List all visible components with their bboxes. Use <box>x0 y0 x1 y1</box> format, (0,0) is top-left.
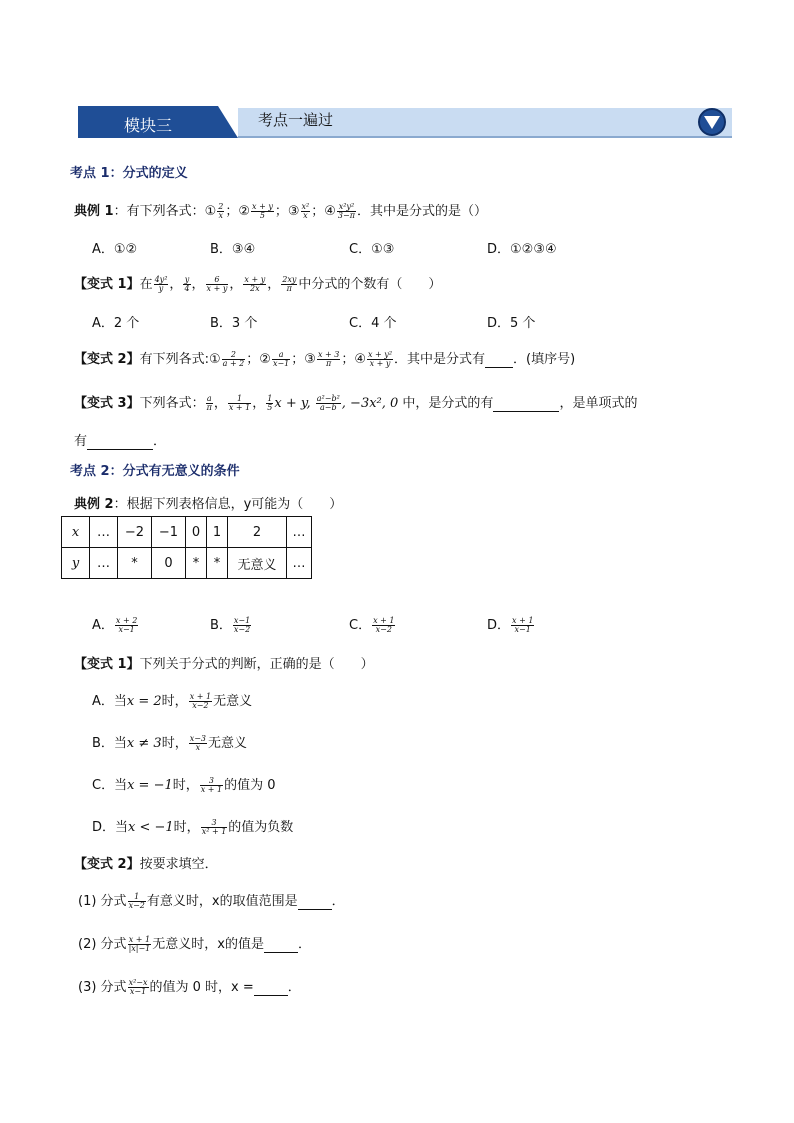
variant-label: 【变式 1】 <box>74 277 140 292</box>
fraction: $\frac{\text{x²y²}}{3-\pi}$ <box>337 201 355 220</box>
expression: x + y, <box>274 396 311 411</box>
fraction: $\frac{a}{x-1}$ <box>272 349 290 368</box>
variant-text: ，是单项式的 <box>559 396 638 411</box>
option-b[interactable]: B．3 个 <box>210 316 258 331</box>
option-c[interactable]: C．当x = −1时， $\frac{3}{x + 1}$ 的值为 0 <box>92 775 276 794</box>
question-2: (2) 分式 $\frac{x + 1}{|x|-1}$ 无意义时，x的值是 ． <box>78 934 311 953</box>
fraction: $\frac{y}{4}$ <box>184 274 190 293</box>
table-cell: 1 <box>207 517 228 548</box>
item-number: ④ <box>354 352 366 367</box>
fraction: $\frac{x-3}{x}$ <box>189 733 207 752</box>
variant-text: 中，是分式的有 <box>398 396 494 411</box>
fraction: $\frac{\text{4y²}}{y}$ <box>154 274 168 293</box>
variant-end: ．(填序号) <box>513 352 576 367</box>
fraction: $\frac{x + 1}{x-2}$ <box>373 615 395 634</box>
fraction: $\frac{6}{x + y}$ <box>206 274 228 293</box>
table-cell: 0 <box>186 517 207 548</box>
option-c[interactable]: C． $\frac{x + 1}{x-2}$ <box>349 615 395 634</box>
option-b[interactable]: B． $\frac{x-1}{x-2}$ <box>210 615 251 634</box>
option-c[interactable]: C．①③ <box>349 242 395 257</box>
item-number: ④ <box>324 204 336 219</box>
fraction: $\frac{x + 1}{x-1}$ <box>512 615 534 634</box>
fraction: $\frac{1}{x + 1}$ <box>228 393 251 412</box>
module-label: 模块三 <box>124 116 173 135</box>
option-d[interactable]: D． $\frac{x + 1}{x-1}$ <box>487 615 534 634</box>
section-heading-1: 考点 1：分式的定义 <box>70 166 188 181</box>
table-cell: * <box>186 548 207 579</box>
fraction: $\frac{\text{a²−b²}}{a-b}$ <box>316 393 340 412</box>
table-cell: −1 <box>152 517 186 548</box>
variant-text: 下列各式： <box>139 396 205 411</box>
fraction: $\frac{1}{5}$ <box>267 393 273 412</box>
fraction: $\frac{x + 3}{\pi}$ <box>317 349 340 368</box>
question-3: (3) 分式 $\frac{\text{x²−x}}{x-1}$ 的值为 0 时，x = ． <box>78 977 301 996</box>
fraction: $\frac{3}{x + 1}$ <box>200 775 223 794</box>
table-cell: * <box>118 548 152 579</box>
answer-blank[interactable] <box>493 396 559 412</box>
variant-2 <box>74 853 218 872</box>
item-number: ② <box>259 352 271 367</box>
variant-label: 【变式 3】 <box>74 396 140 411</box>
option-d[interactable]: D．5 个 <box>487 316 536 331</box>
variant-1 <box>74 653 374 672</box>
variant-text: 有 <box>74 434 88 449</box>
fraction: $\frac{x + 1}{x-2}$ <box>189 691 212 710</box>
table-cell: 0 <box>152 548 186 579</box>
variant-suffix: ．其中是分式有 <box>394 352 486 367</box>
option-b[interactable]: B．当x ≠ 3时， $\frac{x-3}{x}$ 无意义 <box>92 733 248 752</box>
table-cell: … <box>90 517 118 548</box>
variant-label: 【变式 1】 <box>74 657 140 672</box>
fraction: $\frac{x + y}{5}$ <box>252 201 273 220</box>
example-text: ：根据下列表格信息，y可能为（ ） <box>113 497 343 512</box>
option-a[interactable]: A． $\frac{x + 2}{x-1}$ <box>92 615 138 634</box>
banner-title: 考点一遍过 <box>258 111 334 129</box>
item-number: ① <box>204 204 217 219</box>
question-1: (1) 分式 $\frac{1}{x-2}$ 有意义时，x的取值范围是 ． <box>78 891 345 910</box>
variant-suffix: 中分式的个数有（ ） <box>298 277 442 292</box>
item-number: ③ <box>287 204 300 219</box>
fraction: $\frac{a}{\pi}$ <box>206 393 212 412</box>
expression: , −3x², 0 <box>341 396 399 411</box>
fraction: $\frac{3}{\text{x² + 1}}$ <box>201 817 227 836</box>
variant-text: 按要求填空． <box>139 857 218 872</box>
fraction: $\frac{\text{x²−x}}{x-1}$ <box>128 977 148 996</box>
fraction: $\frac{1}{x-2}$ <box>128 891 145 910</box>
variant-3-line2 <box>74 430 166 450</box>
table-cell: x <box>62 517 90 548</box>
table-cell: 无意义 <box>228 548 287 579</box>
option-c[interactable]: C．4 个 <box>349 316 397 331</box>
table-cell: −2 <box>118 517 152 548</box>
fraction: $\frac{2xy}{\pi}$ <box>282 274 297 293</box>
table-cell: … <box>287 548 312 579</box>
example-suffix: ．其中是分式的是（） <box>356 204 487 219</box>
chevron-down-icon[interactable] <box>698 108 726 136</box>
table-cell: … <box>90 548 118 579</box>
fraction: $\frac{x + 2}{x-1}$ <box>115 615 138 634</box>
variant-text: 有下列各式: <box>139 352 209 367</box>
value-table <box>61 516 312 579</box>
fraction: $\frac{2}{x}$ <box>218 201 224 220</box>
item-number: ② <box>238 204 251 219</box>
variant-text: 下列关于分式的判断，正确的是（ ） <box>139 657 374 672</box>
variant-text: 在 <box>139 277 153 292</box>
option-b[interactable]: B．③④ <box>210 242 256 257</box>
fraction: $\frac{2}{a + 2}$ <box>222 349 245 368</box>
answer-blank[interactable] <box>264 937 298 953</box>
option-a[interactable]: A．当x = 2时， $\frac{x + 1}{x-2}$ 无意义 <box>92 691 253 710</box>
example-text: ：有下列各式： <box>113 204 205 219</box>
table-cell: 2 <box>228 517 287 548</box>
example-2 <box>74 493 342 512</box>
example-1: 典例 1：有下列各式：① $\frac{2}{x}$ ；② $\frac{x + y}{5}$ ；③ $\frac{\text{x²}}{x}$ ；④ $\frac{\text{x²y²}}{3-\pi}$ ．其中是分式的是（） <box>74 201 487 220</box>
variant-end: ． <box>153 434 167 449</box>
fraction: $\frac{\text{x + y²}}{x + y}$ <box>368 349 393 368</box>
option-a[interactable]: A．2 个 <box>92 316 140 331</box>
module-banner <box>78 106 732 140</box>
variant-1: 【变式 1】在 $\frac{\text{4y²}}{y}$ ， $\frac{y}{4}$ ， $\frac{6}{x + y}$ ， $\frac{x + y}{2x}$ ， $\frac{2xy}{\pi}$ 中分式的个数有（ ） <box>74 274 442 293</box>
table-row <box>62 548 312 579</box>
option-d[interactable]: D．当x < −1时， $\frac{3}{\text{x² + 1}}$ 的值为负数 <box>92 817 294 836</box>
variant-label: 【变式 2】 <box>74 352 140 367</box>
example-label: 典例 1 <box>74 204 114 219</box>
option-d[interactable]: D．①②③④ <box>487 242 557 257</box>
answer-blank[interactable] <box>87 434 153 450</box>
variant-3: 【变式 3】下列各式： $\frac{a}{\pi}$ ， $\frac{1}{x + 1}$ ， $\frac{1}{5}$ x + y, $\frac{\text{a²−b²}}{a-b}$ , −3x², 0 中，是分式的有 ，是单项式的 <box>74 393 638 412</box>
answer-blank[interactable] <box>485 352 513 368</box>
example-label: 典例 2 <box>74 497 114 512</box>
table-cell: … <box>287 517 312 548</box>
variant-2: 【变式 2】有下列各式:① $\frac{2}{a + 2}$ ；② $\frac{a}{x-1}$ ；③ $\frac{x + 3}{\pi}$ ；④ $\frac{\text{x + y²}}{x + y}$ ．其中是分式有 ．(填序号) <box>74 349 576 368</box>
fraction: $\frac{x-1}{x-2}$ <box>233 615 251 634</box>
option-a[interactable]: A．①② <box>92 242 138 257</box>
fraction: $\frac{x + y}{2x}$ <box>244 274 266 293</box>
item-number: ① <box>208 352 221 367</box>
fraction: $\frac{x + 1}{|x|-1}$ <box>128 934 151 953</box>
table-row <box>62 517 312 548</box>
section-heading-2: 考点 2：分式有无意义的条件 <box>70 464 240 479</box>
item-number: ③ <box>304 352 316 367</box>
answer-blank[interactable] <box>254 980 288 996</box>
answer-blank[interactable] <box>298 894 332 910</box>
table-cell: * <box>207 548 228 579</box>
table-cell: y <box>62 548 90 579</box>
variant-label: 【变式 2】 <box>74 857 140 872</box>
fraction: $\frac{\text{x²}}{x}$ <box>301 201 310 220</box>
